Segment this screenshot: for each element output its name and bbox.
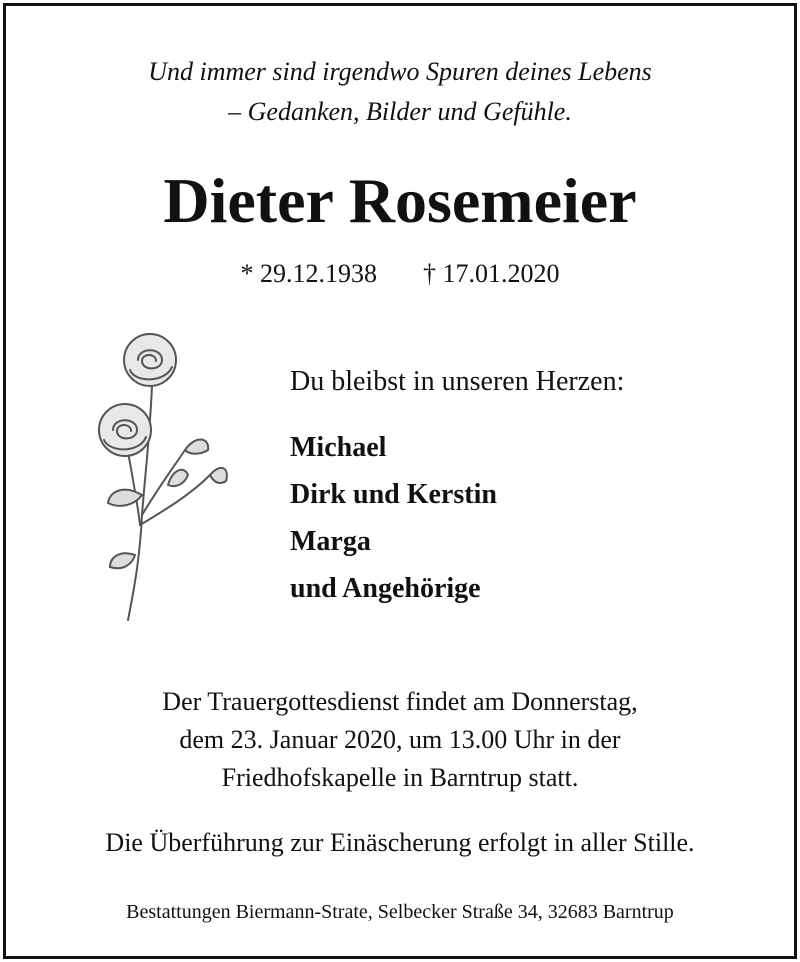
undertaker-info: Bestattungen Biermann-Strate, Selbecker Straße 34, 32683 Barntrup xyxy=(126,901,674,923)
mourner-name: Michael xyxy=(290,432,387,463)
mourners-intro: Du bleibst in unseren Herzen: xyxy=(290,366,625,397)
mourners-block xyxy=(290,362,624,612)
birth-date: * 29.12.1938 xyxy=(240,259,377,288)
mourner-name: Dirk und Kerstin xyxy=(290,479,497,510)
death-date: † 17.01.2020 xyxy=(423,259,560,288)
mourner-name: und Angehörige xyxy=(290,573,481,604)
service-line-2: dem 23. Januar 2020, um 13.00 Uhr in der xyxy=(179,725,621,754)
motto-line-1: Und immer sind irgendwo Spuren deines Lebens xyxy=(148,57,652,86)
roses-icon xyxy=(80,325,230,625)
service-line-3: Friedhofskapelle in Barntrup statt. xyxy=(221,763,579,792)
mourner-name: Marga xyxy=(290,526,371,557)
transfer-note: Die Überführung zur Einäscherung erfolgt in aller Stille. xyxy=(105,828,695,857)
mourners-list xyxy=(290,424,624,612)
deceased-name: Dieter Rosemeier xyxy=(163,165,637,236)
motto-line-2: – Gedanken, Bilder und Gefühle. xyxy=(228,97,572,126)
motto xyxy=(0,52,800,132)
service-info xyxy=(0,683,800,797)
life-dates xyxy=(0,256,800,292)
service-line-1: Der Trauergottesdienst findet am Donnerstag, xyxy=(162,687,638,716)
